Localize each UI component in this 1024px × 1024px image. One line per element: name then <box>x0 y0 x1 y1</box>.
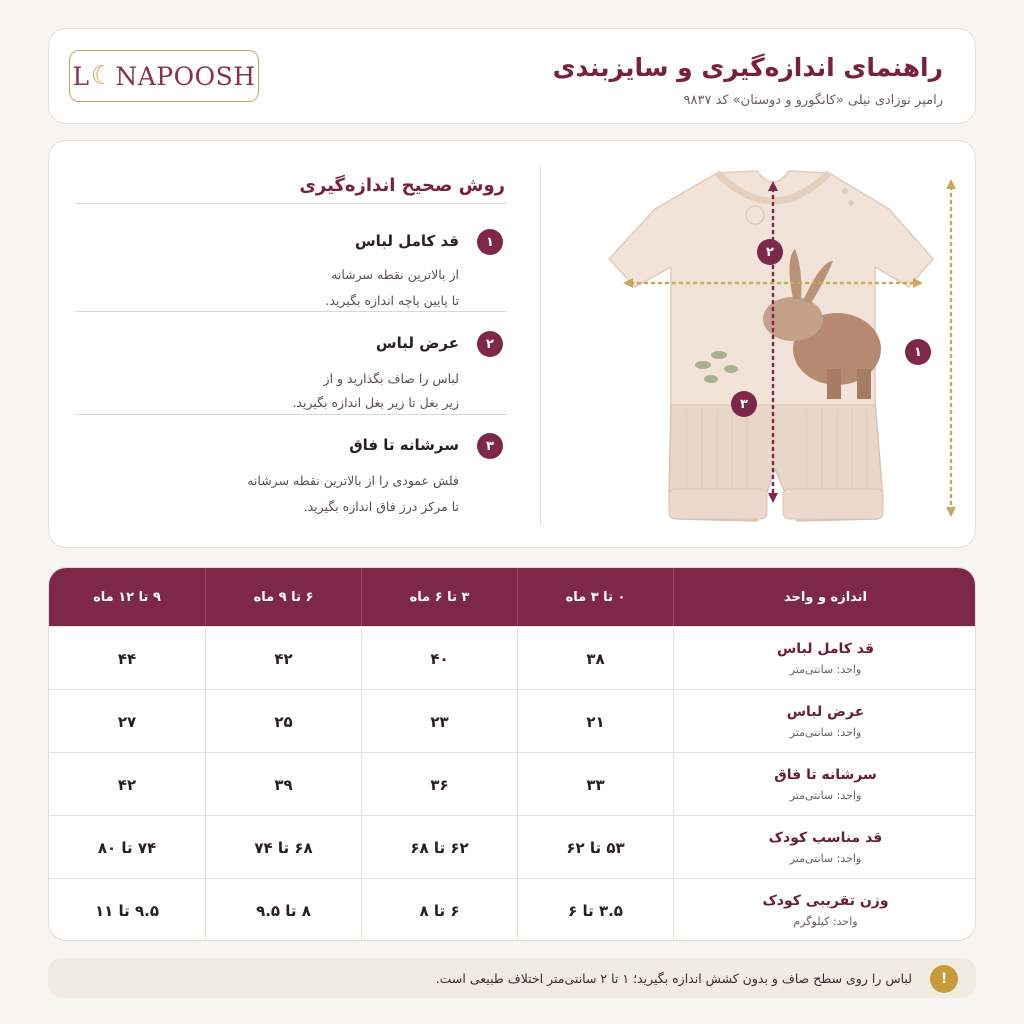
row-label: سرشانه تا فاق <box>774 767 877 783</box>
logo-letter-l: L <box>72 61 90 91</box>
step-desc-line2: زیر بغل تا زیر بغل اندازه بگیرید. <box>292 395 459 410</box>
step-title: عرض لباس <box>375 334 459 352</box>
method-title: روش صحیح اندازه‌گیری <box>299 175 505 196</box>
row-unit: واحد: سانتی‌متر <box>789 726 862 739</box>
row-unit: واحد: سانتی‌متر <box>789 663 862 676</box>
row-label-cell <box>673 816 976 879</box>
title-underline <box>75 203 507 204</box>
step-number: ۳ <box>477 433 503 459</box>
note-text: لباس را روی سطح صاف و بدون کشش اندازه بگیرید؛ ۱ تا ۲ سانتی‌متر اختلاف طبیعی است. <box>435 971 912 986</box>
table-header-size: ۶ تا ۹ ماه <box>205 568 361 626</box>
table-header-size: ۳ تا ۶ ماه <box>361 568 517 626</box>
romper-illustration <box>607 169 937 523</box>
exclamation-icon: ! <box>930 965 958 993</box>
table-cell: ۲۵ <box>205 690 361 753</box>
measurement-guide-card <box>48 140 976 548</box>
table-row <box>49 752 976 815</box>
row-unit: واحد: سانتی‌متر <box>789 789 862 802</box>
step-desc-line1: لباس را صاف بگذارید و از <box>323 371 459 386</box>
table-cell: ۳۸ <box>517 627 673 690</box>
header-card <box>48 28 976 124</box>
page-subtitle: رامپر نوزادی نیلی «کانگورو و دوستان» کد ۹۸۳۷ <box>683 93 943 108</box>
table-cell: ۶۸ تا ۷۴ <box>205 816 361 879</box>
step-desc-line1: از بالاترین نقطه سرشانه <box>331 267 459 282</box>
row-unit: واحد: سانتی‌متر <box>789 852 862 865</box>
step-title: سرشانه تا فاق <box>349 436 459 454</box>
row-label-cell <box>673 753 976 816</box>
step-divider <box>75 414 507 415</box>
table-row <box>49 878 976 941</box>
measurement-note <box>48 958 976 998</box>
table-cell: ۶۲ تا ۶۸ <box>361 816 517 879</box>
table-row <box>49 815 976 878</box>
table-cell: ۳۳ <box>517 753 673 816</box>
table-cell: ۳۹ <box>205 753 361 816</box>
table-cell: ۳۶ <box>361 753 517 816</box>
logo-rest: NAPOOSH <box>115 61 256 91</box>
table-cell: ۲۱ <box>517 690 673 753</box>
table-row <box>49 689 976 752</box>
table-header-size: ۰ تا ۳ ماه <box>517 568 673 626</box>
step-desc-line1: فلش عمودی را از بالاترین نقطه سرشانه <box>247 473 459 488</box>
row-label: وزن تقریبی کودک <box>762 893 889 909</box>
table-row <box>49 626 976 689</box>
row-label-cell <box>673 627 976 690</box>
table-cell: ۵۳ تا ۶۲ <box>517 816 673 879</box>
brand-logo[interactable] <box>69 50 259 102</box>
table-cell: ۹.۵ تا ۱۱ <box>94 901 160 920</box>
step-divider <box>75 311 507 312</box>
table-cell: ۲۷ <box>117 712 137 731</box>
crescent-moon-icon: ☾ <box>90 61 115 91</box>
row-unit: واحد: کیلوگرم <box>793 915 858 928</box>
table-cell: ۶ تا ۸ <box>361 879 517 941</box>
size-table <box>48 567 976 941</box>
width-badge: ۲ <box>757 239 783 265</box>
page-title: راهنمای اندازه‌گیری و سایزبندی <box>552 53 943 82</box>
table-header-label: اندازه و واحد <box>673 568 976 626</box>
table-cell: ۴۰ <box>361 627 517 690</box>
step-desc-line2: تا پایین پاچه اندازه بگیرید. <box>325 293 459 308</box>
table-header-size: ۹ تا ۱۲ ماه <box>93 589 161 605</box>
row-label: عرض لباس <box>786 704 865 720</box>
table-cell: ۸ تا ۹.۵ <box>205 879 361 941</box>
rise-badge: ۳ <box>731 391 757 417</box>
total-length-badge: ۱ <box>905 339 931 365</box>
step-number: ۲ <box>477 331 503 357</box>
table-cell: ۴۴ <box>117 649 137 668</box>
table-cell: ۴۲ <box>205 627 361 690</box>
row-label: قد کامل لباس <box>776 641 875 657</box>
step-title: قد کامل لباس <box>354 232 459 250</box>
row-label-cell <box>673 690 976 753</box>
table-header-row <box>49 568 976 626</box>
row-label: قد مناسب کودک <box>768 830 883 846</box>
table-cell: ۲۳ <box>361 690 517 753</box>
row-label-cell <box>673 879 976 941</box>
vertical-divider <box>540 165 541 525</box>
step-desc-line2: تا مرکز درز فاق اندازه بگیرید. <box>303 499 459 514</box>
table-cell: ۴۲ <box>117 775 137 794</box>
step-number: ۱ <box>477 229 503 255</box>
table-cell: ۷۴ تا ۸۰ <box>97 838 157 857</box>
table-cell: ۳.۵ تا ۶ <box>517 879 673 941</box>
